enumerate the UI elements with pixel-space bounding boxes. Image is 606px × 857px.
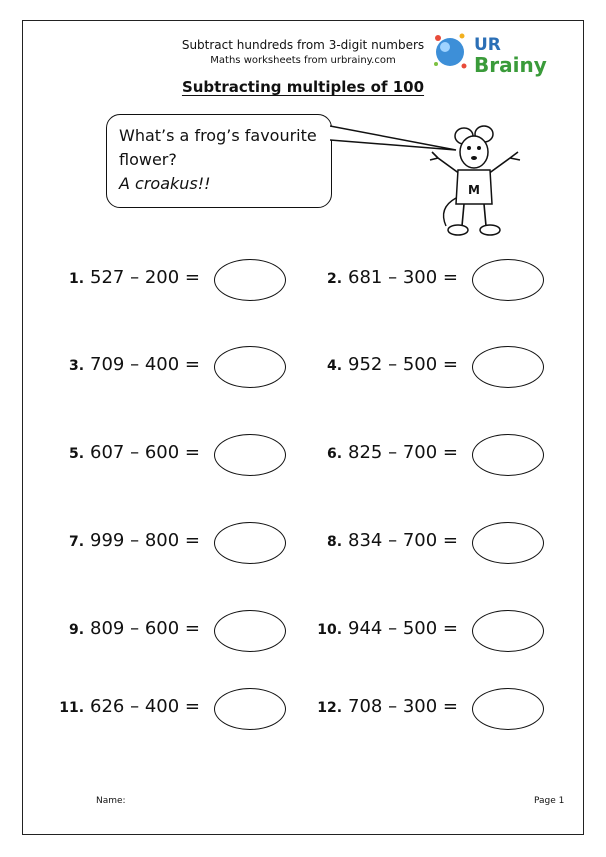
question-number: 1. <box>68 271 85 287</box>
question-expression: 607 – 600 = <box>90 442 200 463</box>
question-9 <box>69 618 200 639</box>
mascot-shirt-letter: M <box>468 183 480 197</box>
answer-oval-4[interactable] <box>472 346 544 388</box>
question-number: 8. <box>326 534 343 550</box>
question-number: 2. <box>326 271 343 287</box>
question-expression: 527 – 200 = <box>90 267 200 288</box>
answer-oval-8[interactable] <box>472 522 544 564</box>
question-number: 6. <box>326 446 343 462</box>
answer-oval-10[interactable] <box>472 610 544 652</box>
name-label: Name: <box>96 796 126 806</box>
answer-oval-6[interactable] <box>472 434 544 476</box>
question-expression: 999 – 800 = <box>90 530 200 551</box>
question-expression: 708 – 300 = <box>348 696 458 717</box>
worksheet-topic: Subtract hundreds from 3-digit numbers <box>181 38 425 52</box>
joke-question: What’s a frog’s favourite flower? <box>119 126 317 169</box>
question-1 <box>69 267 200 288</box>
question-expression: 825 – 700 = <box>348 442 458 463</box>
urbrainy-logo <box>432 28 552 78</box>
question-2 <box>327 267 458 288</box>
answer-oval-12[interactable] <box>472 688 544 730</box>
answer-oval-3[interactable] <box>214 346 286 388</box>
question-expression: 709 – 400 = <box>90 354 200 375</box>
answer-oval-2[interactable] <box>472 259 544 301</box>
joke-answer: A croakus!! <box>119 174 211 193</box>
joke-speech-bubble <box>106 114 332 208</box>
mouse-mascot-icon <box>424 122 528 242</box>
logo-ball-icon <box>436 38 464 66</box>
question-6 <box>327 442 458 463</box>
question-10 <box>317 618 458 639</box>
worksheet-title <box>0 78 606 96</box>
answer-oval-5[interactable] <box>214 434 286 476</box>
question-7 <box>69 530 200 551</box>
question-3 <box>69 354 200 375</box>
worksheet-title-text: Subtracting multiples of 100 <box>181 78 425 96</box>
question-4 <box>327 354 458 375</box>
answer-oval-7[interactable] <box>214 522 286 564</box>
question-12 <box>317 696 458 717</box>
question-5 <box>69 442 200 463</box>
worksheet-source: Maths worksheets from urbrainy.com <box>210 55 396 66</box>
answer-oval-1[interactable] <box>214 259 286 301</box>
question-expression: 626 – 400 = <box>90 696 200 717</box>
question-expression: 809 – 600 = <box>90 618 200 639</box>
question-expression: 944 – 500 = <box>348 618 458 639</box>
logo-text-brainy: Brainy <box>474 53 547 77</box>
question-number: 10. <box>317 622 343 638</box>
question-number: 3. <box>68 358 85 374</box>
question-expression: 834 – 700 = <box>348 530 458 551</box>
question-expression: 681 – 300 = <box>348 267 458 288</box>
question-number: 5. <box>68 446 85 462</box>
question-expression: 952 – 500 = <box>348 354 458 375</box>
logo-text-ur: UR <box>474 35 501 55</box>
question-8 <box>327 530 458 551</box>
page-number: Page 1 <box>534 796 565 806</box>
question-number: 7. <box>68 534 85 550</box>
answer-oval-11[interactable] <box>214 688 286 730</box>
question-number: 12. <box>317 700 343 716</box>
question-number: 4. <box>326 358 343 374</box>
question-number: 11. <box>59 700 85 716</box>
question-number: 9. <box>68 622 85 638</box>
question-11 <box>59 696 200 717</box>
answer-oval-9[interactable] <box>214 610 286 652</box>
